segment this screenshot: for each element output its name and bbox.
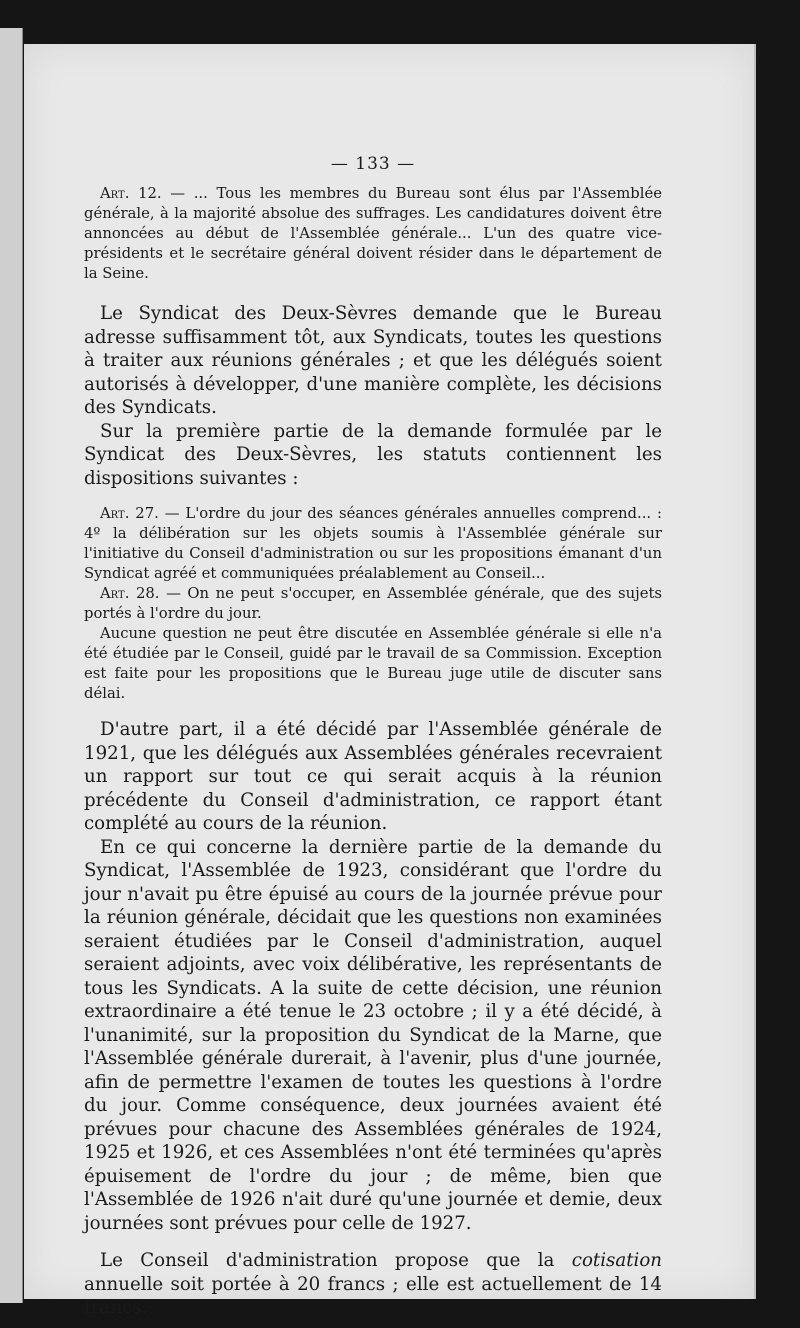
page-content (84, 154, 662, 1320)
cotisation-text-before: Le Conseil d'administration propose que la (100, 1250, 572, 1271)
paragraph-statutes-intro: Sur la première partie de la demande formulée par le Syndicat des Deux-Sèvres, les statuts contiennent les dispositions suivantes : (84, 420, 662, 489)
article-28 (84, 584, 662, 624)
paragraph-1921-decision: D'autre part, il a été décidé par l'Assemblée générale de 1921, que les délégués aux Assemblées générales recevraient un rapport sur tout ce qui serait acquis à la réunion précédente du Conseil d'administration, ce rapport étant complété au cours de la réunion. (84, 719, 662, 834)
article-12 (84, 184, 662, 284)
article-28-text: — On ne peut s'occuper, en Assemblée générale, que des sujets portés à l'ordre du jour. (84, 585, 662, 622)
document-page (24, 44, 754, 1318)
paragraph-1923-assembly: En ce qui concerne la dernière partie de la demande du Syndicat, l'Assemblée de 1923, considérant que l'ordre du jour n'avait pu être épuisé au cours de la journée prévue pour la réunion générale, décidait que les questions non examinées seraient étudiées par le Conseil d'administration, auquel seraient adjoints, avec voix délibérative, les représentants de tous les Syndicats. A la suite de cette décision, une réunion extraordinaire a été tenue le 23 octobre ; il y a été décidé, à l'unanimité, sur la proposition du Syndicat de la Marne, que l'Assemblée générale durerait, à l'avenir, plus d'une journée, afin de permettre l'examen de toutes les questions à l'ordre du jour. Comme conséquence, deux journées avaient été prévues pour chacune des Assemblées générales de 1924, 1925 et 1926, et ces Assemblées n'ont été terminées qu'après épuisement de l'ordre du jour ; de même, bien que l'Assemblée de 1926 n'ait duré qu'une journée et demie, deux journées sont prévues pour celle de 1927. (84, 836, 662, 1234)
previous-page-edge (0, 28, 23, 1303)
page-number: — 133 — (330, 154, 416, 174)
article-12-text: — ... Tous les membres du Bureau sont élus par l'Assemblée générale, à la majorité absolue des suffrages. Les candidatures doivent être annoncées au début de l'Assemblée générale... L'un des quatre vice-présidents et le secrétaire général doivent résider dans le département de la Seine. (84, 185, 662, 282)
article-28-label: Art. 28. (100, 585, 160, 602)
article-28-continued: Aucune question ne peut être discutée en Assemblée générale si elle n'a été étudiée par le Conseil, guidé par le travail de sa Commission. Exception est faite pour les propositions que le Bureau juge utile de discuter sans délai. (84, 625, 662, 702)
article-27-text: — L'ordre du jour des séances générales annuelles comprend... : 4º la délibération sur les objets soumis à l'Assemblée générale sur l'initiative du Conseil d'administration ou sur les propositions émanant d'un Syndicat agréé et communiquées préalablement au Conseil... (84, 505, 662, 582)
paragraph-deux-sevres-request: Le Syndicat des Deux-Sèvres demande que le Bureau adresse suffisamment tôt, aux Syndicats, toutes les questions à traiter aux réunions générales ; et que les délégués soient autorisés à développer, d'une manière complète, les décisions des Syndicats. (84, 303, 662, 418)
article-12-label: Art. 12. (100, 185, 162, 202)
cotisation-emphasis: cotisation (571, 1250, 662, 1271)
cotisation-text-after: annuelle soit portée à 20 francs ; elle est actuellement de 14 francs. (84, 1273, 662, 1318)
paragraph-cotisation (84, 1249, 662, 1320)
article-27 (84, 504, 662, 584)
article-27-label: Art. 27. (100, 505, 159, 522)
